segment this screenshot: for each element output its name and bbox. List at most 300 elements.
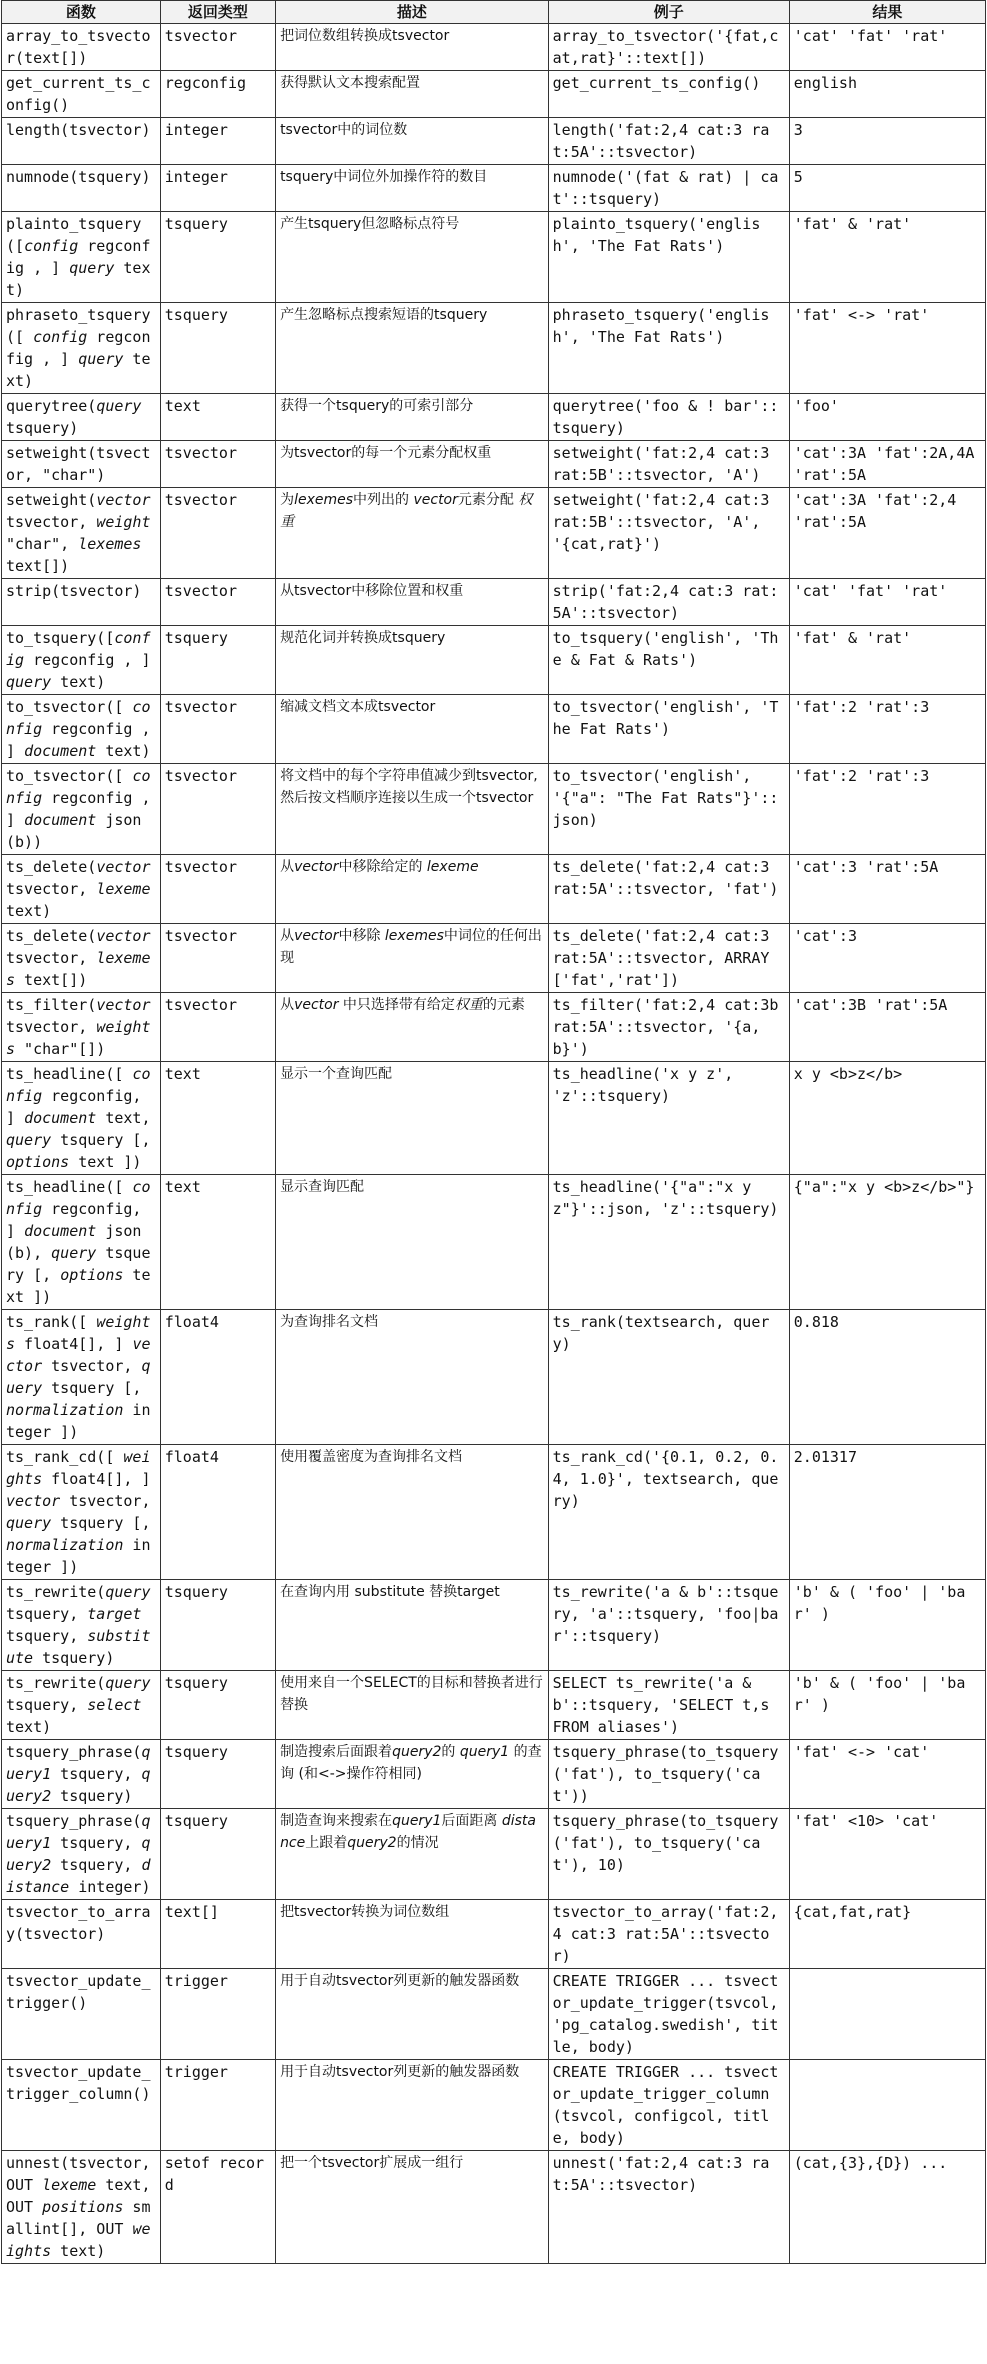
italic-term: vector: [294, 859, 339, 875]
table-row: [2, 2151, 986, 2264]
function-signature: [2, 1062, 161, 1175]
example: SELECT ts_rewrite('a & b'::tsquery, 'SELECT t,s FROM aliases'): [548, 1671, 789, 1740]
italic-term: query1: [6, 1812, 151, 1852]
return-type: tsvector: [160, 488, 275, 579]
result: [789, 2060, 985, 2151]
text-segment: 的: [441, 1744, 460, 1760]
text-segment: tsquery [,: [42, 1379, 142, 1397]
description: [276, 441, 549, 488]
function-signature: [2, 118, 161, 165]
return-type: setof record: [160, 2151, 275, 2264]
text-segment: querytree(: [6, 397, 97, 415]
italic-term: positions: [42, 2198, 124, 2216]
text-segment: plainto_tsquery([: [6, 215, 142, 255]
italic-term: query: [6, 1357, 151, 1397]
header-return-type: 返回类型: [160, 1, 275, 24]
text-segment: 从: [280, 859, 295, 875]
text-segment: smallint[], OUT: [6, 2198, 151, 2238]
return-type: tsquery: [160, 1809, 275, 1900]
result: 3: [789, 118, 985, 165]
italic-term: distance: [280, 1813, 536, 1851]
description: [276, 1580, 549, 1671]
return-type: float4: [160, 1445, 275, 1580]
table-row: [2, 1809, 986, 1900]
text-segment: text): [51, 2242, 106, 2260]
description: [276, 1175, 549, 1310]
description: [276, 1062, 549, 1175]
text-segment: regconfig, ]: [6, 1200, 142, 1240]
text-segment: tsvector,: [60, 1492, 151, 1510]
description: [276, 1740, 549, 1809]
function-signature: [2, 1740, 161, 1809]
text-segment: 的情况: [396, 1835, 439, 1851]
result: 'cat':3 'rat':5A: [789, 855, 985, 924]
text-segment: tsquery): [33, 1649, 115, 1667]
description: [276, 212, 549, 303]
description: [276, 1671, 549, 1740]
table-row: [2, 1310, 986, 1445]
return-type: regconfig: [160, 71, 275, 118]
result: x y <b>z</b>: [789, 1062, 985, 1175]
text-segment: to_tsvector([: [6, 698, 133, 716]
return-type: text: [160, 394, 275, 441]
italic-term: vector: [294, 997, 339, 1013]
italic-term: query2: [392, 1744, 442, 1760]
header-function: 函数: [2, 1, 161, 24]
italic-term: query: [6, 1131, 52, 1149]
italic-term: lexeme: [426, 859, 479, 875]
text-segment: 用于自动tsvector列更新的触发器函数: [280, 2064, 520, 2080]
return-type: trigger: [160, 1969, 275, 2060]
return-type: trigger: [160, 2060, 275, 2151]
table-row: [2, 855, 986, 924]
text-segment: setweight(: [6, 491, 97, 509]
text-segment: array_to_tsvector(text[]): [6, 27, 151, 67]
example: ts_headline('{"a":"x y z"}'::json, 'z'::tsquery): [548, 1175, 789, 1310]
text-segment: regconfig , ]: [6, 328, 151, 368]
text-segment: integer ]): [6, 1401, 151, 1441]
text-segment: float4[], ]: [15, 1335, 133, 1353]
italic-term: query: [6, 673, 52, 691]
example: phraseto_tsquery('english', 'The Fat Rats'): [548, 303, 789, 394]
italic-term: weights: [6, 1313, 151, 1353]
italic-term: substitute: [6, 1627, 151, 1667]
description: [276, 118, 549, 165]
text-segment: ts_rewrite(: [6, 1583, 106, 1601]
text-segment: 中只选择带有给定: [338, 997, 455, 1013]
table-row: [2, 924, 986, 993]
italic-term: weights: [6, 1018, 151, 1058]
italic-term: options: [60, 1266, 124, 1284]
italic-term: target: [87, 1605, 142, 1623]
text-segment: ts_rank_cd([: [6, 1448, 124, 1466]
text-segment: length(tsvector): [6, 121, 151, 139]
text-segment: to_tsvector([: [6, 767, 133, 785]
function-signature: [2, 855, 161, 924]
description: [276, 855, 549, 924]
text-segment: strip(tsvector): [6, 582, 142, 600]
result: 'cat':3B 'rat':5A: [789, 993, 985, 1062]
text-segment: text): [6, 902, 52, 920]
description: [276, 2151, 549, 2264]
function-signature: [2, 579, 161, 626]
table-row: [2, 579, 986, 626]
text-segment: text): [6, 259, 151, 299]
description: [276, 695, 549, 764]
italic-term: query: [105, 1583, 151, 1601]
italic-term: document: [24, 1222, 97, 1240]
italic-term: query1: [6, 1743, 151, 1783]
italic-term: query2: [6, 1834, 151, 1874]
function-signature: [2, 1580, 161, 1671]
text-segment: setweight(tsvector, "char"): [6, 444, 151, 484]
text-segment: 把一个tsvector扩展成一组行: [280, 2155, 464, 2171]
text-segment: 获得默认文本搜索配置: [280, 75, 421, 91]
text-segment: integer ]): [6, 1536, 151, 1576]
text-segment: json(b)): [6, 811, 142, 851]
return-type: tsvector: [160, 579, 275, 626]
italic-term: 权重: [280, 492, 533, 530]
return-type: tsvector: [160, 695, 275, 764]
italic-term: config: [6, 767, 151, 807]
function-signature: [2, 165, 161, 212]
text-segment: 显示一个查询匹配: [280, 1066, 393, 1082]
table-row: [2, 1580, 986, 1671]
text-segment: 使用来自一个SELECT的目标和替换者进行替换: [280, 1675, 543, 1713]
table-row: [2, 165, 986, 212]
text-segment: tsvector,: [6, 513, 97, 531]
description: [276, 303, 549, 394]
italic-term: query: [78, 350, 124, 368]
function-signature: [2, 1310, 161, 1445]
return-type: tsquery: [160, 212, 275, 303]
text-segment: tsquery [,: [51, 1514, 151, 1532]
example: ts_delete('fat:2,4 cat:3 rat:5A'::tsvector, ARRAY['fat','rat']): [548, 924, 789, 993]
function-signature: [2, 2060, 161, 2151]
example: ts_headline('x y z', 'z'::tsquery): [548, 1062, 789, 1175]
text-segment: 元素分配: [457, 492, 519, 508]
text-segment: integer): [69, 1878, 151, 1896]
description: [276, 626, 549, 695]
table-row: [2, 1671, 986, 1740]
example: to_tsvector('english', '{"a": "The Fat Rats"}'::json): [548, 764, 789, 855]
text-segment: text): [6, 350, 151, 390]
text-segment: regconfig , ]: [6, 789, 151, 829]
example: length('fat:2,4 cat:3 rat:5A'::tsvector): [548, 118, 789, 165]
example: CREATE TRIGGER ... tsvector_update_trigger_column(tsvcol, configcol, title, body): [548, 2060, 789, 2151]
result: 'fat' & 'rat': [789, 212, 985, 303]
italic-term: query1: [392, 1813, 442, 1829]
return-type: text[]: [160, 1900, 275, 1969]
table-row: [2, 764, 986, 855]
description: [276, 1809, 549, 1900]
text-segment: regconfig , ]: [24, 651, 151, 669]
text-segment: text): [51, 673, 106, 691]
text-segment: 后面距离: [441, 1813, 502, 1829]
function-signature: [2, 24, 161, 71]
text-segment: "char"[]): [15, 1040, 106, 1058]
function-signature: [2, 2151, 161, 2264]
function-signature: [2, 695, 161, 764]
text-segment: 用于自动tsvector列更新的触发器函数: [280, 1973, 520, 1989]
italic-term: vector: [294, 928, 339, 944]
function-signature: [2, 1671, 161, 1740]
text-segment: regconfig , ]: [6, 237, 151, 277]
example: to_tsvector('english', 'The Fat Rats'): [548, 695, 789, 764]
table-row: [2, 1900, 986, 1969]
result: 'b' & ( 'foo' | 'bar' ): [789, 1671, 985, 1740]
header-result: 结果: [789, 1, 985, 24]
example: tsquery_phrase(to_tsquery('fat'), to_tsquery('cat')): [548, 1740, 789, 1809]
text-segment: text ]): [6, 1266, 151, 1306]
text-segment: regconfig, ]: [6, 1087, 142, 1127]
italic-term: query: [69, 259, 115, 277]
function-signature: [2, 441, 161, 488]
table-row: [2, 441, 986, 488]
text-segment: float4[], ]: [42, 1470, 151, 1488]
text-segment: tsvector_to_array(tsvector): [6, 1903, 151, 1943]
example: ts_delete('fat:2,4 cat:3 rat:5A'::tsvector, 'fat'): [548, 855, 789, 924]
text-segment: tsvector_update_trigger(): [6, 1972, 151, 2012]
example: ts_filter('fat:2,4 cat:3b rat:5A'::tsvector, '{a,b}'): [548, 993, 789, 1062]
text-segment: json(b),: [6, 1222, 142, 1262]
text-segment: unnest(tsvector, OUT: [6, 2154, 151, 2194]
result: 'foo': [789, 394, 985, 441]
text-segment: 把tsvector转换为词位数组: [280, 1904, 450, 1920]
italic-term: query2: [6, 1765, 151, 1805]
function-signature: [2, 1900, 161, 1969]
example: to_tsquery('english', 'The & Fat & Rats'): [548, 626, 789, 695]
result: english: [789, 71, 985, 118]
return-type: tsquery: [160, 1740, 275, 1809]
result: 2.01317: [789, 1445, 985, 1580]
return-type: tsvector: [160, 993, 275, 1062]
example: setweight('fat:2,4 cat:3 rat:5B'::tsvector, 'A'): [548, 441, 789, 488]
example: querytree('foo & ! bar'::tsquery): [548, 394, 789, 441]
function-signature: [2, 993, 161, 1062]
return-type: text: [160, 1062, 275, 1175]
italic-term: lexeme: [96, 880, 151, 898]
text-segment: 获得一个tsquery的可索引部分: [280, 398, 474, 414]
example: tsvector_to_array('fat:2,4 cat:3 rat:5A'::tsvector): [548, 1900, 789, 1969]
result: 'cat' 'fat' 'rat': [789, 579, 985, 626]
result: 'fat':2 'rat':3: [789, 764, 985, 855]
description: [276, 1445, 549, 1580]
table-row: [2, 1969, 986, 2060]
description: [276, 2060, 549, 2151]
text-segment: tsquery [,: [51, 1131, 151, 1149]
text-segment: text, OUT: [6, 2176, 151, 2216]
return-type: float4: [160, 1310, 275, 1445]
function-signature: [2, 1809, 161, 1900]
text-segment: tsquery,: [6, 1696, 88, 1714]
text-segment: tsquery,: [51, 1765, 142, 1783]
example: ts_rank_cd('{0.1, 0.2, 0.4, 1.0}', textsearch, query): [548, 1445, 789, 1580]
text-segment: ts_rewrite(: [6, 1674, 106, 1692]
text-segment: 中移除: [338, 928, 385, 944]
return-type: tsquery: [160, 1580, 275, 1671]
example: unnest('fat:2,4 cat:3 rat:5A'::tsvector): [548, 2151, 789, 2264]
example: plainto_tsquery('english', 'The Fat Rats'): [548, 212, 789, 303]
table-row: [2, 993, 986, 1062]
italic-term: config: [6, 629, 151, 669]
function-signature: [2, 924, 161, 993]
result: 'cat':3A 'fat':2A,4A 'rat':5A: [789, 441, 985, 488]
table-row: [2, 488, 986, 579]
text-segment: tsquery,: [51, 1834, 142, 1852]
return-type: tsquery: [160, 626, 275, 695]
italic-term: config: [33, 328, 88, 346]
description: [276, 394, 549, 441]
text-segment: 的元素: [482, 997, 525, 1013]
text-segment: tsvector中的词位数: [280, 122, 408, 138]
italic-term: lexemes: [384, 928, 444, 944]
result: 'b' & ( 'foo' | 'bar' ): [789, 1580, 985, 1671]
example: ts_rewrite('a & b'::tsquery, 'a'::tsquery, 'foo|bar'::tsquery): [548, 1580, 789, 1671]
italic-term: document: [24, 1109, 97, 1127]
text-segment: tsquery): [51, 1787, 133, 1805]
text-segment: 为tsvector的每一个元素分配权重: [280, 445, 492, 461]
table-row: [2, 626, 986, 695]
italic-term: config: [24, 237, 79, 255]
text-segment: text[]): [6, 557, 70, 575]
example: numnode('(fat & rat) | cat'::tsquery): [548, 165, 789, 212]
text-segment: ts_filter(: [6, 996, 97, 1014]
text-segment: text): [6, 1718, 52, 1736]
text-segment: tsvector,: [6, 949, 97, 967]
result: [789, 1969, 985, 2060]
italic-term: distance: [6, 1856, 151, 1896]
text-segment: ts_rank([: [6, 1313, 97, 1331]
description: [276, 1969, 549, 2060]
function-signature: [2, 626, 161, 695]
italic-term: vector: [6, 1492, 61, 1510]
italic-term: vector: [413, 492, 458, 508]
italic-term: query: [96, 397, 142, 415]
header-description: 描述: [276, 1, 549, 24]
result: {"a":"x y <b>z</b>"}: [789, 1175, 985, 1310]
result: 'fat' <10> 'cat': [789, 1809, 985, 1900]
text-segment: 使用覆盖密度为查询排名文档: [280, 1449, 463, 1465]
text-segment: tsvector,: [42, 1357, 142, 1375]
text-segment: tsquery): [6, 419, 79, 437]
text-segment: 的查询 (和<->操作符相同): [280, 1744, 542, 1782]
text-segment: to_tsquery([: [6, 629, 115, 647]
table-row: [2, 71, 986, 118]
table-row: [2, 303, 986, 394]
text-segment: tsquery中词位外加操作符的数目: [280, 169, 488, 185]
table-row: [2, 1175, 986, 1310]
italic-term: vector: [6, 1335, 151, 1375]
return-type: integer: [160, 118, 275, 165]
functions-table: [1, 0, 986, 2264]
description: [276, 24, 549, 71]
italic-term: 权重: [454, 997, 483, 1013]
text-segment: 制造搜索后面跟着: [280, 1744, 393, 1760]
function-signature: [2, 394, 161, 441]
return-type: tsquery: [160, 303, 275, 394]
text-segment: 为查询排名文档: [280, 1314, 379, 1330]
italic-term: vector: [96, 927, 151, 945]
description: [276, 488, 549, 579]
text-segment: text): [96, 742, 151, 760]
result: 5: [789, 165, 985, 212]
description: [276, 993, 549, 1062]
italic-term: lexemes: [78, 535, 142, 553]
text-segment: 中列出的: [353, 492, 414, 508]
result: 'fat' & 'rat': [789, 626, 985, 695]
text-segment: "char",: [6, 535, 79, 553]
result: (cat,{3},{D}) ...: [789, 2151, 985, 2264]
italic-term: weights: [6, 2220, 151, 2260]
italic-term: lexemes: [6, 949, 151, 989]
description: [276, 71, 549, 118]
example: tsquery_phrase(to_tsquery('fat'), to_tsquery('cat'), 10): [548, 1809, 789, 1900]
text-segment: 产生tsquery但忽略标点符号: [280, 216, 460, 232]
italic-term: document: [24, 811, 97, 829]
function-signature: [2, 488, 161, 579]
text-segment: 缩减文档文本成tsvector: [280, 699, 436, 715]
italic-term: query: [51, 1244, 97, 1262]
text-segment: tsquery [,: [6, 1244, 151, 1284]
text-segment: 把词位数组转换成tsvector: [280, 28, 450, 44]
description: [276, 579, 549, 626]
text-segment: text,: [96, 1109, 151, 1127]
text-segment: tsquery,: [6, 1627, 88, 1645]
italic-term: vector: [96, 491, 151, 509]
italic-term: vector: [96, 858, 151, 876]
example: ts_rank(textsearch, query): [548, 1310, 789, 1445]
text-segment: 从: [280, 997, 295, 1013]
italic-term: weights: [6, 1448, 151, 1488]
table-row: [2, 1062, 986, 1175]
return-type: tsvector: [160, 764, 275, 855]
return-type: tsvector: [160, 441, 275, 488]
italic-term: config: [6, 1065, 151, 1105]
text-segment: ts_delete(: [6, 858, 97, 876]
text-segment: 将文档中的每个字符串值减少到tsvector, 然后按文档顺序连接以生成一个tsvector: [280, 768, 538, 806]
example: setweight('fat:2,4 cat:3 rat:5B'::tsvector, 'A', '{cat,rat}'): [548, 488, 789, 579]
description: [276, 1900, 549, 1969]
text-segment: ts_delete(: [6, 927, 97, 945]
header-row: [2, 1, 986, 24]
text-segment: ts_headline([: [6, 1178, 133, 1196]
example: array_to_tsvector('{fat,cat,rat}'::text[]): [548, 24, 789, 71]
italic-term: config: [6, 1178, 151, 1218]
table-body: [2, 24, 986, 2264]
function-signature: [2, 1969, 161, 2060]
result: 'fat':2 'rat':3: [789, 695, 985, 764]
italic-term: normalization: [6, 1536, 124, 1554]
text-segment: tsquery,: [51, 1856, 142, 1874]
text-segment: ts_headline([: [6, 1065, 133, 1083]
italic-term: lexemes: [294, 492, 354, 508]
example: CREATE TRIGGER ... tsvector_update_trigger(tsvcol, 'pg_catalog.swedish', title, body): [548, 1969, 789, 2060]
italic-term: query: [105, 1674, 151, 1692]
text-segment: tsquery_phrase(: [6, 1743, 142, 1761]
italic-term: query: [6, 1514, 52, 1532]
text-segment: 产生忽略标点搜索短语的tsquery: [280, 307, 488, 323]
result: {cat,fat,rat}: [789, 1900, 985, 1969]
italic-term: document: [24, 742, 97, 760]
italic-term: vector: [96, 996, 151, 1014]
text-segment: tsvector,: [6, 880, 97, 898]
table-row: [2, 1445, 986, 1580]
text-segment: regconfig , ]: [6, 720, 151, 760]
text-segment: numnode(tsquery): [6, 168, 151, 186]
text-segment: 中词位的任何出现: [280, 928, 542, 966]
italic-term: select: [87, 1696, 142, 1714]
